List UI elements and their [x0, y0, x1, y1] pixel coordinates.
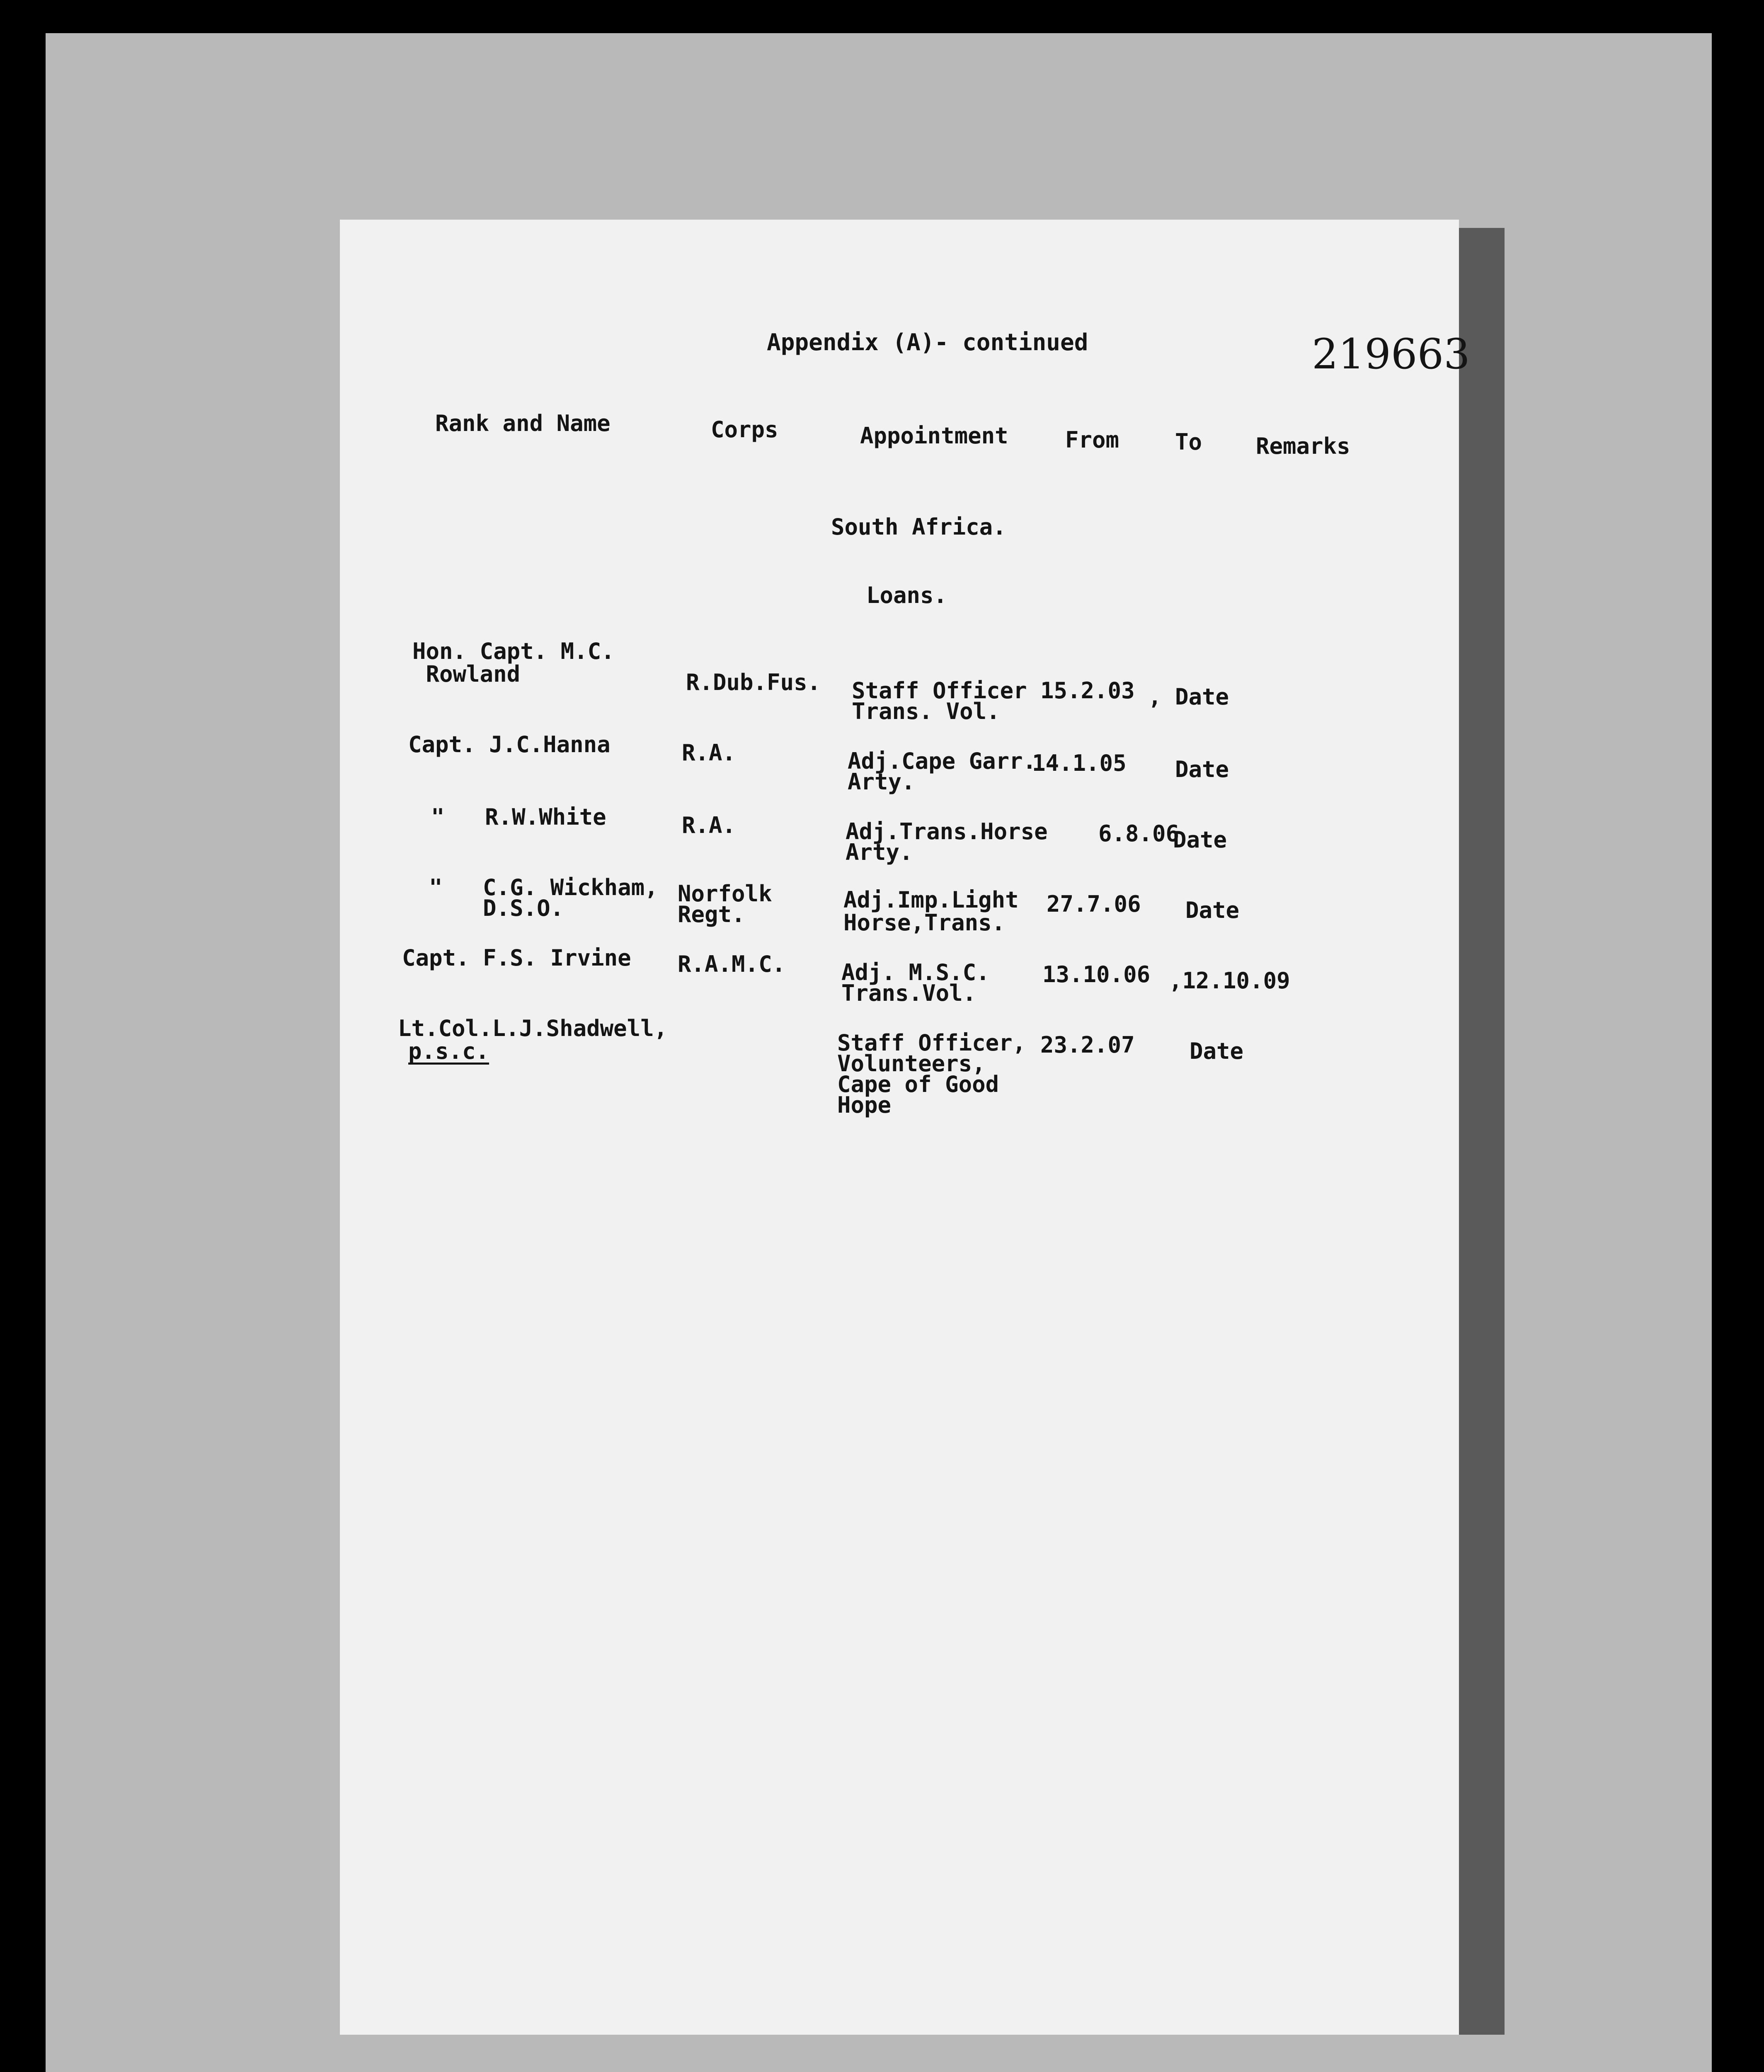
document-title: Appendix (A)- continued	[767, 329, 1088, 356]
row-to: Date	[1185, 897, 1240, 923]
row-appointment-line: Arty.	[846, 839, 913, 865]
row-appointment-line: Arty.	[848, 769, 915, 795]
section-heading: South Africa.	[831, 514, 1006, 540]
header-to: To	[1175, 429, 1202, 455]
row-name-line: D.S.O.	[429, 895, 564, 921]
row-appointment-line: Adj.Cape Garr.	[848, 748, 1037, 774]
row-to: Date	[1175, 756, 1229, 782]
row-corps: R.A.M.C.	[678, 951, 786, 977]
row-name-line: " C.G. Wickham,	[429, 874, 658, 900]
header-corps: Corps	[711, 416, 778, 443]
row-appointment-line: Volunteers,	[837, 1051, 986, 1077]
document-number: 219663	[1312, 330, 1470, 378]
row-corps: R.Dub.Fus.	[686, 669, 821, 695]
row-from: 13.10.06	[1042, 961, 1151, 988]
header-appointment: Appointment	[860, 423, 1008, 449]
row-to: , Date	[1148, 684, 1229, 710]
row-corps-line: Norfolk	[678, 881, 772, 907]
header-from: From	[1065, 427, 1119, 453]
row-from: 15.2.03	[1040, 678, 1135, 704]
row-appointment-line: Horse,Trans.	[843, 910, 1006, 936]
row-corps: R.A.	[682, 812, 736, 838]
row-to: Date	[1173, 827, 1227, 853]
row-appointment-line: Staff Officer,	[837, 1030, 1026, 1056]
row-appointment-line: Cape of Good	[837, 1071, 999, 1097]
subsection-heading: Loans.	[866, 582, 947, 608]
row-from: 14.1.05	[1032, 750, 1127, 776]
row-from: 6.8.06	[1098, 821, 1180, 847]
row-appointment-line: Trans.Vol.	[841, 980, 976, 1006]
row-appointment-line: Adj.Trans.Horse	[846, 818, 1048, 845]
row-from: 23.2.07	[1040, 1032, 1135, 1058]
row-name-line: Capt. F.S. Irvine	[402, 945, 631, 971]
row-corps-line: Regt.	[678, 901, 745, 927]
row-name-line: " R.W.White	[431, 804, 606, 830]
header-remarks: Remarks	[1256, 433, 1350, 459]
row-name-line: p.s.c.	[408, 1038, 489, 1064]
row-to: Date	[1190, 1038, 1244, 1064]
document-page	[340, 220, 1470, 2035]
row-name-line: Capt. J.C.Hanna	[408, 731, 611, 758]
row-appointment-line: Hope	[837, 1092, 892, 1118]
row-appointment-line: Adj. M.S.C.	[841, 959, 990, 985]
header-rank-and-name: Rank and Name	[435, 410, 611, 436]
row-name-line: Lt.Col.L.J.Shadwell,	[398, 1015, 668, 1041]
row-appointment-line: Adj.Imp.Light	[843, 887, 1019, 913]
row-to: ,12.10.09	[1169, 968, 1290, 994]
row-name-line: Rowland	[412, 661, 521, 687]
row-name-line: Hon. Capt. M.C.	[412, 638, 615, 664]
row-from: 27.7.06	[1047, 891, 1141, 917]
row-appointment-line: Trans. Vol.	[852, 698, 1000, 724]
row-appointment-line: Staff Officer	[852, 678, 1027, 704]
row-corps: R.A.	[682, 740, 736, 766]
